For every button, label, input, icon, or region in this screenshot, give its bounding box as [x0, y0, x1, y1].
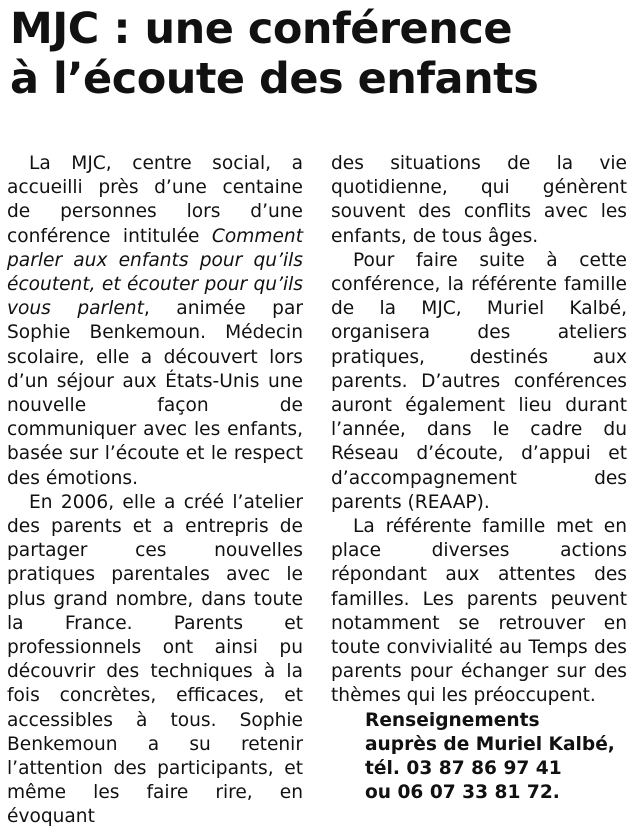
paragraph-intro — [7, 152, 303, 491]
headline-line-1: MJC : une conférence — [10, 4, 512, 54]
contact-line-1: Renseignements — [365, 709, 540, 731]
paragraph-followup: Pour faire suite à cette conférence, la référente famille de la MJC, Muriel Kalbé, organisera des ateliers pratiques, destinés aux parents. D’autres conférences auront également lieu durant l’année, dans le cadre du Réseau d’écoute, d’appui et d’accompagnement des parents (REAAP). — [331, 249, 627, 513]
conference-title: Comment parler aux enfants pour qu’ils écoutent, et écouter pour qu’ils vous parlent — [7, 225, 303, 320]
contact-line-2: auprès de Muriel Kalbé, — [365, 733, 615, 755]
article-headline — [10, 4, 635, 104]
article-column-right — [331, 152, 627, 805]
paragraph-history-continued: des situations de la vie quotidienne, qui génèrent souvent des conflits avec les enfants, de tous âges. — [331, 153, 627, 247]
paragraph-intro-start: La MJC, centre social, a accueilli près d’une centaine de personnes lors d’une conférence intitulée — [7, 153, 303, 247]
contact-info — [331, 709, 627, 806]
contact-phone-2: ou 06 07 33 81 72. — [365, 782, 560, 804]
paragraph-history: En 2006, elle a créé l’atelier des parents et a entrepris de partager ces nouvelles pratiques parentales avec le plus grand nombre, dans toute la France. Parents et professionnels ont ainsi pu découvrir des techniques à la fois concrètes, efficaces, et accessibles à tous. Sophie Benkemoun a su retenir l’attention des participants, et même les faire rire, en évoquant — [7, 491, 303, 828]
headline-line-2: à l’écoute des enfants — [10, 54, 539, 104]
article-column-left — [7, 152, 303, 830]
paragraph-intro-end: , animée par Sophie Benkemoun. Médecin scolaire, elle a découvert lors d’un séjour aux États-Unis une nouvelle façon de communiquer avec les enfants, basée sur l’écoute et le respect des émotions. — [7, 298, 303, 489]
contact-phone-1: tél. 03 87 86 97 41 — [365, 758, 562, 780]
paragraph-actions: La référente famille met en place diverses actions répondant aux attentes des familles. Les parents peuvent notamment se retrouver en toute convivialité au Temps des parents pour échanger sur des thèmes qui les préoccupent. — [331, 516, 627, 707]
